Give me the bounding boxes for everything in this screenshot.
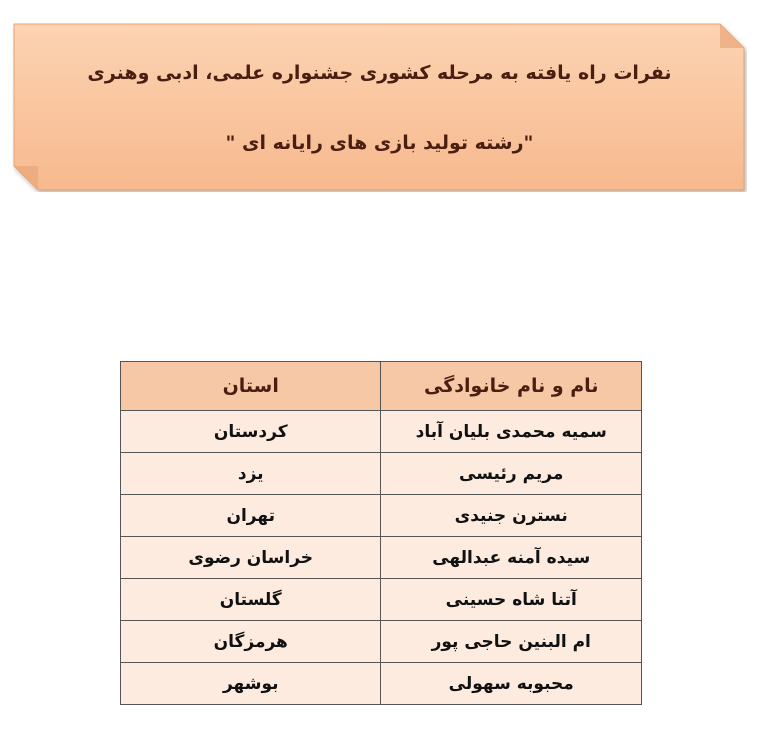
cell-name: ام البنین حاجی پور [381, 621, 642, 663]
cell-name: سیده آمنه عبدالهی [381, 537, 642, 579]
banner-title-line-2: "رشته تولید بازی های رایانه ای " [225, 132, 534, 154]
table-row [121, 579, 642, 621]
title-banner [12, 22, 747, 192]
cell-province: تهران [121, 495, 381, 537]
header-province: استان [121, 362, 381, 411]
cell-province: خراسان رضوی [121, 537, 381, 579]
cell-name: آتنا شاه حسینی [381, 579, 642, 621]
cell-name: سمیه محمدی بلیان آباد [381, 411, 642, 453]
header-name: نام و نام خانوادگی [381, 362, 642, 411]
table-header-row [121, 362, 642, 411]
cell-province: کردستان [121, 411, 381, 453]
cell-province: بوشهر [121, 663, 381, 705]
cell-name: مریم رئیسی [381, 453, 642, 495]
table-row [121, 663, 642, 705]
table-row [121, 495, 642, 537]
cell-province: گلستان [121, 579, 381, 621]
banner-title-line-1: نفرات راه یافته به مرحله کشوری جشنواره علمی، ادبی وهنری [87, 62, 672, 84]
results-table [120, 361, 642, 705]
table-row [121, 621, 642, 663]
table-row [121, 453, 642, 495]
cell-name: نسترن جنیدی [381, 495, 642, 537]
table-row [121, 411, 642, 453]
cell-province: یزد [121, 453, 381, 495]
table-row [121, 537, 642, 579]
cell-province: هرمزگان [121, 621, 381, 663]
cell-name: محبوبه سهولی [381, 663, 642, 705]
